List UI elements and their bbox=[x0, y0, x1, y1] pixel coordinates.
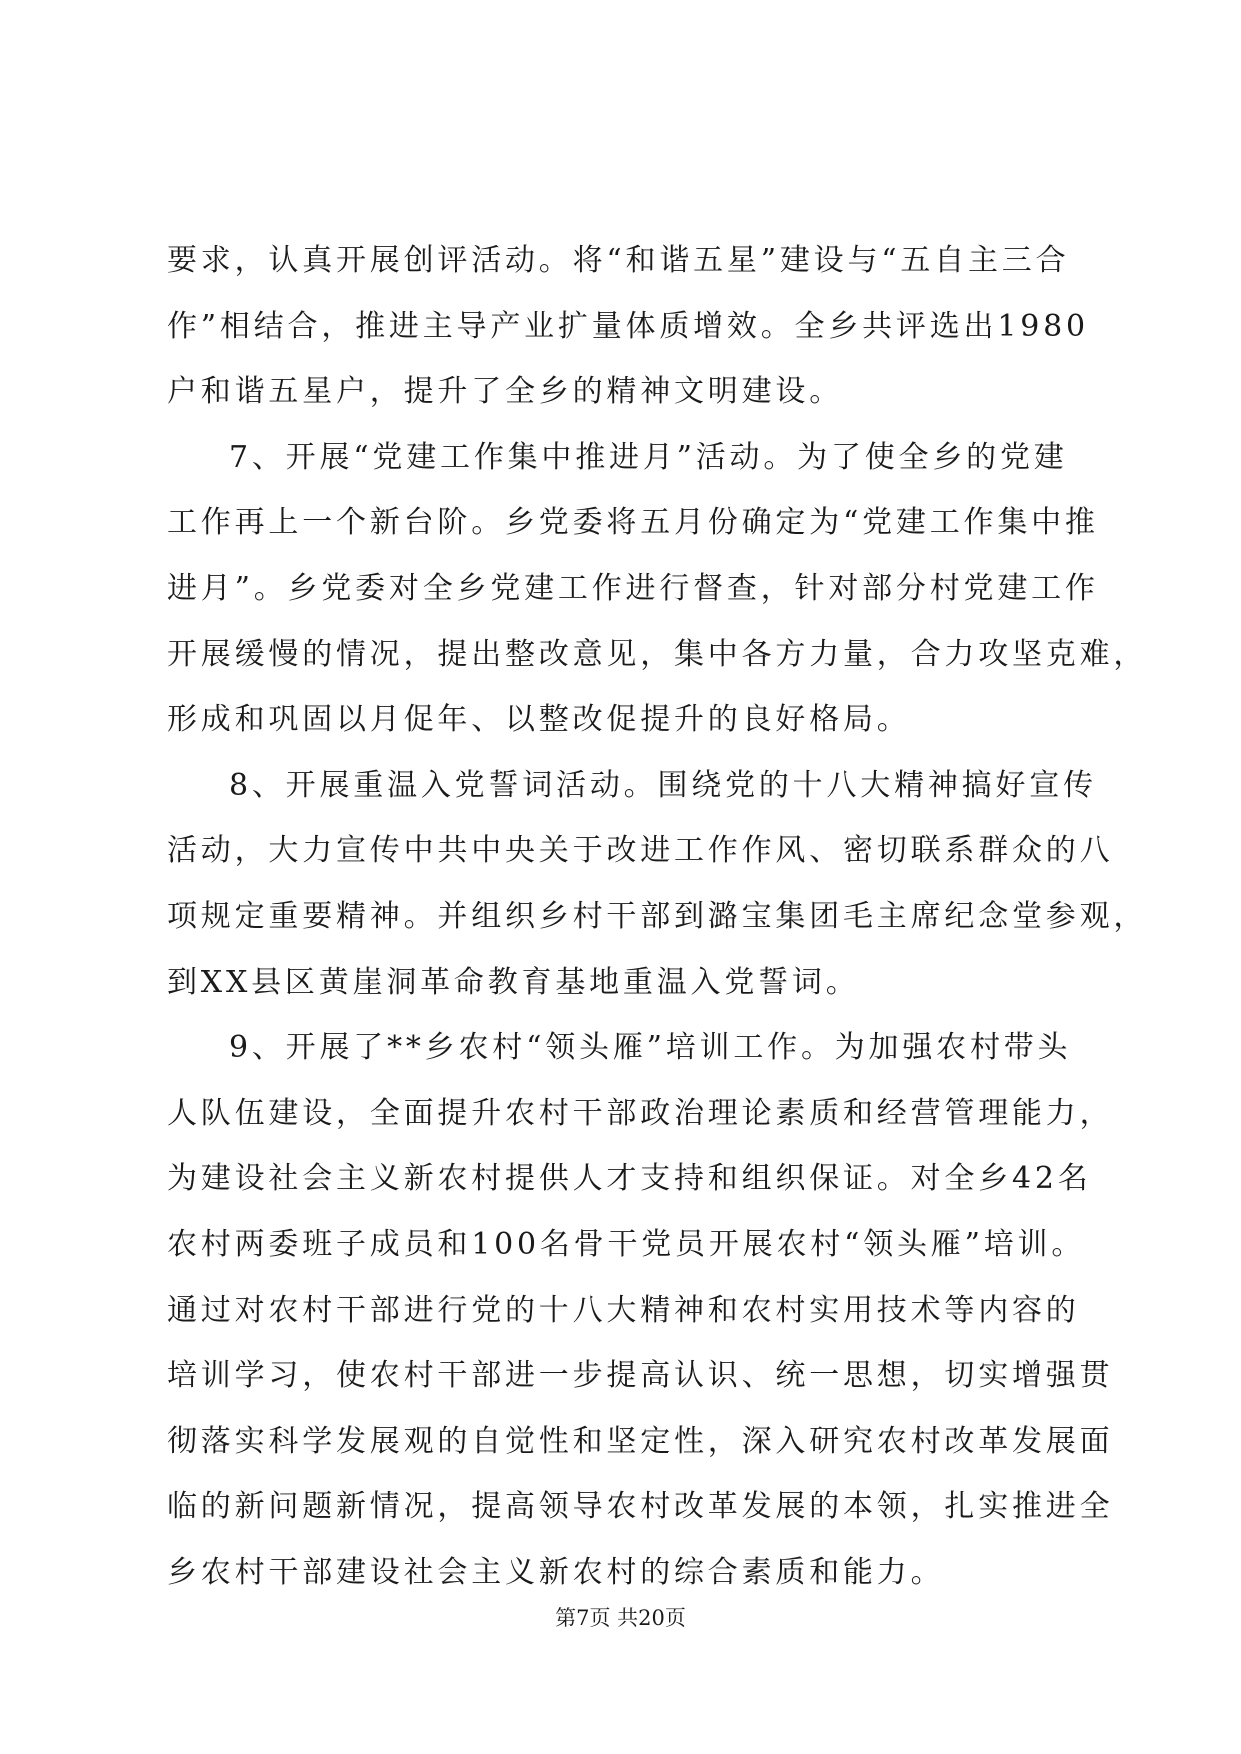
text-line: 彻落实科学发展观的自觉性和坚定性，深入研究农村改革发展面 bbox=[167, 1423, 1114, 1459]
text-line: 到XX县区黄崖洞革命教育基地重温入党誓词。 bbox=[167, 964, 860, 1000]
paragraph-9-first-line: 9、开展了**乡农村“领头雁”培训工作。为加强农村带头 bbox=[229, 1030, 1072, 1066]
paragraph-8-first-line: 8、开展重温入党誓词活动。围绕党的十八大精神搞好宣传 bbox=[229, 767, 1097, 803]
text-line: 临的新问题新情况，提高领导农村改革发展的本领，扎实推进全 bbox=[167, 1489, 1114, 1525]
text-line: 活动，大力宣传中共中央关于改进工作作风、密切联系群众的八 bbox=[167, 833, 1114, 869]
text-line: 农村两委班子成员和100名骨干党员开展农村“领头雁”培训。 bbox=[167, 1226, 1086, 1262]
text-line: 形成和巩固以月促年、以整改促提升的良好格局。 bbox=[167, 702, 911, 738]
text-line: 为建设社会主义新农村提供人才支持和组织保证。对全乡42名 bbox=[167, 1161, 1092, 1197]
text-line: 进月”。乡党委对全乡党建工作进行督查，针对部分村党建工作 bbox=[167, 570, 1099, 606]
text-line: 户和谐五星户，提升了全乡的精神文明建设。 bbox=[167, 374, 843, 410]
text-line: 人队伍建设，全面提升农村干部政治理论素质和经营管理能力， bbox=[167, 1095, 1114, 1131]
text-line: 项规定重要精神。并组织乡村干部到潞宝集团毛主席纪念堂参观， bbox=[167, 898, 1148, 934]
text-line: 作”相结合，推进主导产业扩量体质增效。全乡共评选出1980 bbox=[167, 308, 1089, 344]
text-line: 要求，认真开展创评活动。将“和谐五星”建设与“五自主三合 bbox=[167, 243, 1070, 278]
text-line: 通过对农村干部进行党的十八大精神和农村实用技术等内容的 bbox=[167, 1292, 1080, 1328]
text-line: 开展缓慢的情况，提出整改意见，集中各方力量，合力攻坚克难， bbox=[167, 636, 1148, 672]
text-line: 工作再上一个新台阶。乡党委将五月份确定为“党建工作集中推 bbox=[167, 505, 1099, 541]
text-line: 培训学习，使农村干部进一步提高认识、统一思想，切实增强贯 bbox=[167, 1358, 1114, 1394]
document-body bbox=[167, 228, 1148, 1605]
page-number: 第7页 共20页 bbox=[555, 1606, 686, 1630]
text-line: 乡农村干部建设社会主义新农村的综合素质和能力。 bbox=[167, 1554, 945, 1590]
paragraph-7-first-line: 7、开展“党建工作集中推进月”活动。为了使全乡的党建 bbox=[229, 439, 1068, 475]
